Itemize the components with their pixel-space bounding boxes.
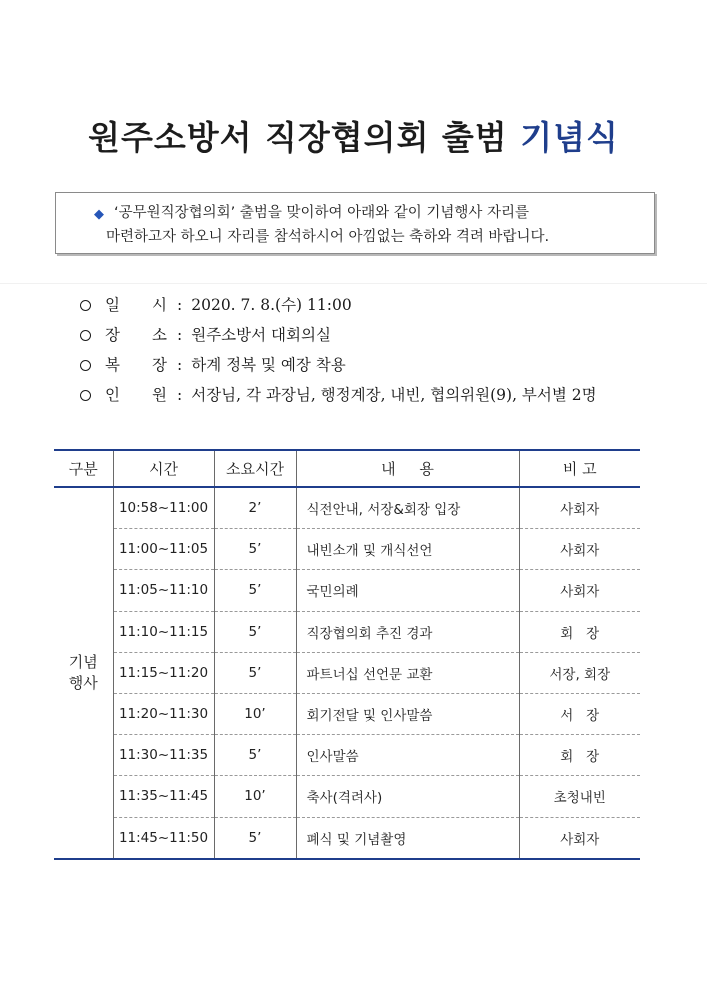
table-row bbox=[54, 570, 640, 611]
duration-cell: 5’ bbox=[214, 735, 296, 776]
intro-line-2: 마련하고자 하오니 자리를 참석하시어 아낌없는 축하와 격려 바랍니다. bbox=[106, 229, 550, 245]
schedule-table bbox=[54, 449, 640, 860]
title-highlight: 기념식 bbox=[520, 118, 619, 157]
duration-cell: 5’ bbox=[214, 611, 296, 652]
table-header-row bbox=[54, 450, 640, 487]
info-separator: : bbox=[177, 326, 183, 344]
info-label: 인 원 bbox=[105, 386, 167, 404]
content-cell: 내빈소개 및 개식선언 bbox=[296, 529, 519, 570]
content-cell: 회기전달 및 인사말씀 bbox=[296, 693, 519, 734]
table-row bbox=[54, 776, 640, 817]
content-cell: 직장협의회 추진 경과 bbox=[296, 611, 519, 652]
intro-line-1: ‘공무원직장협의회’ 출범을 맞이하여 아래와 같이 기념행사 자리를 bbox=[114, 205, 530, 221]
info-row-dress bbox=[80, 350, 597, 380]
info-row-place bbox=[80, 320, 597, 350]
time-cell: 11:35~11:45 bbox=[113, 776, 214, 817]
info-label: 장 소 bbox=[105, 326, 167, 344]
note-cell: 서장, 회장 bbox=[519, 652, 640, 693]
event-info bbox=[80, 290, 597, 410]
content-cell: 식전안내, 서장&회장 입장 bbox=[296, 487, 519, 529]
content-cell: 인사말씀 bbox=[296, 735, 519, 776]
note-cell: 회 장 bbox=[519, 735, 640, 776]
note-cell: 사회자 bbox=[519, 529, 640, 570]
duration-cell: 10’ bbox=[214, 693, 296, 734]
time-cell: 11:30~11:35 bbox=[113, 735, 214, 776]
table-row bbox=[54, 611, 640, 652]
circle-bullet-icon bbox=[80, 390, 91, 401]
document-title bbox=[0, 112, 707, 159]
header-time: 시간 bbox=[113, 450, 214, 487]
content-cell: 축사(격려사) bbox=[296, 776, 519, 817]
info-label: 일 시 bbox=[105, 296, 167, 314]
time-cell: 11:45~11:50 bbox=[113, 817, 214, 859]
duration-cell: 10’ bbox=[214, 776, 296, 817]
duration-cell: 5’ bbox=[214, 570, 296, 611]
info-separator: : bbox=[177, 386, 183, 404]
time-cell: 11:00~11:05 bbox=[113, 529, 214, 570]
diamond-bullet-icon: ◆ bbox=[94, 207, 104, 222]
table-row bbox=[54, 487, 640, 529]
info-separator: : bbox=[177, 296, 183, 314]
duration-cell: 2’ bbox=[214, 487, 296, 529]
note-cell: 초청내빈 bbox=[519, 776, 640, 817]
info-row-attendees bbox=[80, 380, 597, 410]
note-cell: 서 장 bbox=[519, 693, 640, 734]
content-cell: 국민의례 bbox=[296, 570, 519, 611]
info-value: 하계 정복 및 예장 착용 bbox=[191, 356, 346, 374]
header-note: 비 고 bbox=[519, 450, 640, 487]
header-duration: 소요시간 bbox=[214, 450, 296, 487]
circle-bullet-icon bbox=[80, 300, 91, 311]
info-separator: : bbox=[177, 356, 183, 374]
note-cell: 사회자 bbox=[519, 570, 640, 611]
content-cell: 파트너십 선언문 교환 bbox=[296, 652, 519, 693]
table-row bbox=[54, 652, 640, 693]
note-cell: 사회자 bbox=[519, 817, 640, 859]
table-row bbox=[54, 817, 640, 859]
header-category: 구분 bbox=[54, 450, 113, 487]
table-row bbox=[54, 693, 640, 734]
time-cell: 11:15~11:20 bbox=[113, 652, 214, 693]
table-row bbox=[54, 529, 640, 570]
time-cell: 11:20~11:30 bbox=[113, 693, 214, 734]
info-value: 2020. 7. 8.(수) 11:00 bbox=[191, 296, 352, 314]
group-cell: 기념 행사 bbox=[54, 487, 113, 859]
divider bbox=[0, 283, 707, 284]
circle-bullet-icon bbox=[80, 360, 91, 371]
note-cell: 사회자 bbox=[519, 487, 640, 529]
info-row-date bbox=[80, 290, 597, 320]
duration-cell: 5’ bbox=[214, 529, 296, 570]
time-cell: 11:10~11:15 bbox=[113, 611, 214, 652]
info-label: 복 장 bbox=[105, 356, 167, 374]
table-row bbox=[54, 735, 640, 776]
title-main: 원주소방서 직장협의회 출범 bbox=[88, 118, 521, 157]
info-value: 원주소방서 대회의실 bbox=[191, 326, 331, 344]
note-cell: 회 장 bbox=[519, 611, 640, 652]
circle-bullet-icon bbox=[80, 330, 91, 341]
time-cell: 11:05~11:10 bbox=[113, 570, 214, 611]
header-content: 내 용 bbox=[296, 450, 519, 487]
duration-cell: 5’ bbox=[214, 817, 296, 859]
time-cell: 10:58~11:00 bbox=[113, 487, 214, 529]
info-value: 서장님, 각 과장님, 행정계장, 내빈, 협의위원(9), 부서별 2명 bbox=[191, 386, 597, 404]
intro-box bbox=[55, 192, 655, 254]
content-cell: 폐식 및 기념촬영 bbox=[296, 817, 519, 859]
duration-cell: 5’ bbox=[214, 652, 296, 693]
